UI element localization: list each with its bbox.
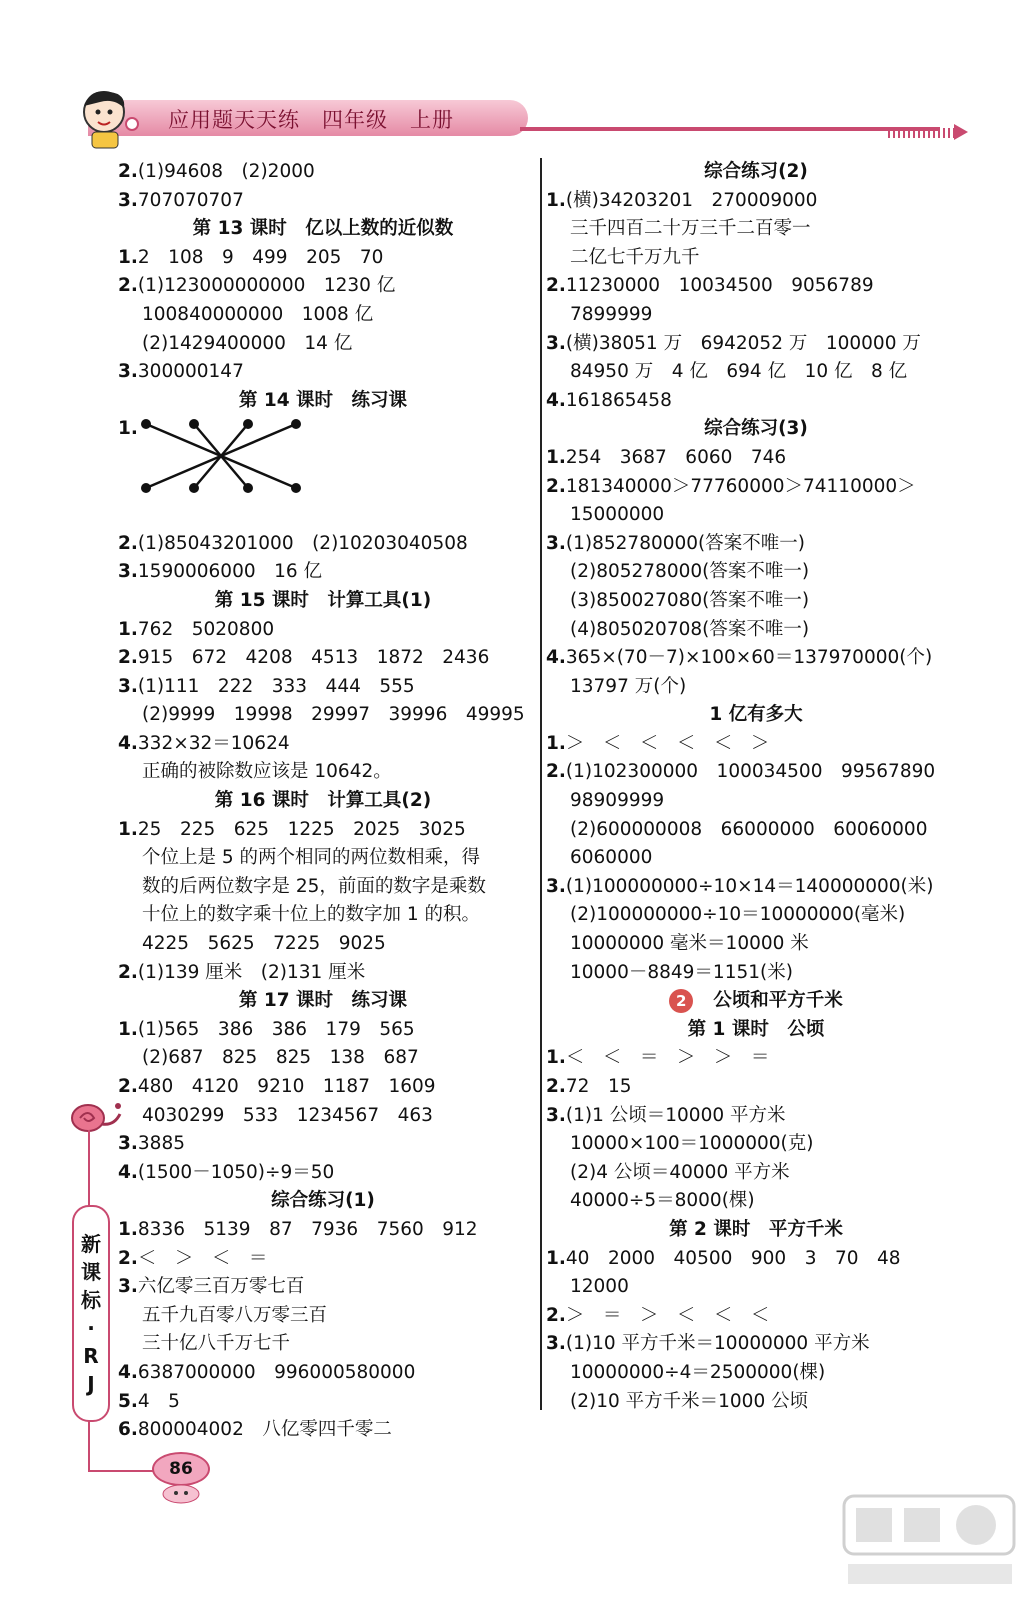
question-number: 2. [546, 475, 566, 497]
question-number: 1. [118, 818, 138, 840]
question-number: 3. [118, 561, 138, 583]
answer-item [546, 644, 966, 673]
answer-item [546, 330, 966, 359]
right-column [546, 158, 966, 1416]
question-number: 3. [118, 1276, 138, 1298]
answer-text: ＞ ＜ ＜ ＜ ＜ ＞ [565, 732, 770, 754]
matching-diagram [138, 416, 318, 496]
question-number: 1. [118, 618, 138, 640]
answer-line: 4225 5625 7225 9025 [142, 933, 386, 955]
answer-line: 十位上的数字乘十位上的数字加 1 的积。 [142, 904, 481, 926]
answer-text: 800004002 八亿零四千零二 [137, 1419, 392, 1441]
answer-line: 40000÷5＝8000(棵) [570, 1190, 755, 1212]
answer-item [546, 444, 966, 473]
answer-line: 10000000÷4＝2500000(棵) [570, 1361, 826, 1383]
question-number: 2. [546, 1304, 566, 1326]
answer-item [118, 1359, 528, 1388]
answer-line: 7899999 [570, 303, 653, 325]
answer-text: (横)38051 万 6942052 万 100000 万 [565, 332, 921, 354]
question-number: 3. [118, 189, 138, 211]
answer-item [118, 158, 528, 187]
answer-item [118, 1216, 528, 1245]
answer-text: 2 108 9 499 205 70 [137, 246, 384, 268]
edition-tab-char: 标 [81, 1287, 101, 1312]
answer-text: 40 2000 40500 900 3 70 48 [565, 1247, 901, 1269]
answer-item [118, 1016, 528, 1045]
answer-line: (2)805278000(答案不唯一) [570, 561, 810, 583]
header-ticks [888, 128, 954, 138]
edition-tab [72, 1205, 110, 1422]
answer-text: ＜ ＜ ＝ ＞ ＞ ＝ [565, 1047, 770, 1069]
answer-item [546, 1102, 966, 1131]
answer-item [546, 272, 966, 301]
answer-item [118, 530, 528, 559]
answer-text: 181340000＞77760000＞74110000＞ [565, 475, 916, 497]
answer-line: 13797 万(个) [570, 675, 687, 697]
answer-item [118, 673, 528, 702]
question-number: 1. [546, 446, 566, 468]
answer-line: 二亿七千万九千 [570, 246, 700, 268]
answer-item [546, 873, 966, 902]
edition-tab-char: J [87, 1371, 95, 1396]
answer-text: 72 15 [565, 1076, 632, 1097]
header-title: 应用题天天练 四年级 上册 [168, 108, 454, 132]
question-number: 2. [118, 161, 138, 182]
unit-title: 公顷和平方千米 [713, 990, 843, 1012]
answer-item [546, 187, 966, 216]
answer-item [546, 1073, 966, 1102]
answer-item [118, 1245, 528, 1274]
question-number: 3. [118, 1133, 138, 1155]
answer-item [546, 387, 966, 416]
answer-item [546, 758, 966, 787]
answer-line: 15000000 [570, 504, 665, 526]
section-heading: 第 15 课时 计算工具(1) [214, 589, 432, 611]
answer-line: 6060000 [570, 847, 653, 869]
answer-item [118, 1273, 528, 1302]
answer-text: (1)1 公顷＝10000 平方米 [565, 1104, 786, 1126]
answer-item [118, 358, 528, 387]
answer-item [118, 730, 528, 759]
question-number: 3. [546, 875, 566, 897]
answer-line: (3)850027080(答案不唯一) [570, 589, 810, 611]
answer-line: 五千九百零八万零三百 [142, 1304, 328, 1326]
section-heading: 1 亿有多大 [709, 704, 803, 726]
section-heading: 综合练习(1) [271, 1190, 375, 1212]
page-number: 86 [152, 1452, 210, 1486]
answer-line: 4030299 533 1234567 463 [142, 1104, 433, 1126]
answer-text: (横)34203201 270009000 [565, 189, 818, 211]
watermark-logo [840, 1490, 1020, 1590]
answer-line: (2)100000000÷10＝10000000(毫米) [570, 904, 906, 926]
answer-item [118, 558, 528, 587]
question-number: 2. [118, 647, 138, 669]
question-number: 2. [546, 761, 566, 783]
arrow-icon [954, 124, 968, 140]
answer-item [118, 244, 528, 273]
question-number: 5. [118, 1390, 138, 1412]
answer-item [546, 1330, 966, 1359]
question-number: 3. [546, 332, 566, 354]
answer-item [118, 644, 528, 673]
answer-text: 480 4120 9210 1187 1609 [137, 1076, 436, 1097]
question-number: 1. [118, 1018, 138, 1040]
question-number: 4. [546, 389, 566, 411]
answer-text: 332×32＝10624 [137, 732, 290, 754]
section-heading: 综合练习(2) [704, 161, 808, 182]
answer-text: 4 5 [137, 1390, 180, 1412]
answer-text: (1)123000000000 1230 亿 [137, 275, 396, 297]
question-number: 1. [546, 1247, 566, 1269]
answer-text: 8336 5139 87 7936 7560 912 [137, 1218, 478, 1240]
answer-line: (4)805020708(答案不唯一) [570, 618, 810, 640]
section-heading: 第 13 课时 亿以上数的近似数 [192, 218, 454, 240]
answer-text: 1590006000 16 亿 [137, 561, 323, 583]
answer-item [118, 1130, 528, 1159]
question-number: 4. [546, 647, 566, 669]
answer-text: (1)85043201000 (2)10203040508 [137, 532, 468, 554]
question-number: 2. [546, 275, 566, 297]
answer-item [546, 1245, 966, 1274]
question-number: 3. [118, 675, 138, 697]
section-heading: 第 14 课时 练习课 [238, 389, 408, 411]
question-number: 2. [118, 275, 138, 297]
answer-line: (2)9999 19998 29997 39996 49995 [142, 704, 525, 726]
question-number: 2. [118, 1247, 138, 1269]
answer-item [546, 1044, 966, 1073]
answer-text: 762 5020800 [137, 618, 275, 640]
answer-line: (2)4 公顷＝40000 平方米 [570, 1161, 790, 1183]
answer-item [118, 616, 528, 645]
answer-text: 254 3687 6060 746 [565, 446, 787, 468]
answer-item [118, 959, 528, 988]
bottom-rule [88, 1470, 158, 1472]
question-number: 2. [118, 961, 138, 983]
answer-line: 三十亿八千万七千 [142, 1333, 291, 1355]
question-number: 4. [118, 732, 138, 754]
edition-tab-char: · [87, 1315, 95, 1340]
question-number: 2. [118, 532, 138, 554]
section-heading: 第 1 课时 公顷 [687, 1018, 825, 1040]
answer-line: (2)687 825 825 138 687 [142, 1047, 419, 1069]
snail-icon [66, 1094, 126, 1134]
answer-text: ＞ ＝ ＞ ＜ ＜ ＜ [565, 1304, 770, 1326]
section-heading: 综合练习(3) [704, 418, 808, 440]
answer-item [118, 816, 528, 845]
answer-text: 3885 [137, 1133, 185, 1155]
edition-tab-char: 课 [81, 1259, 101, 1284]
answer-text: (1)94608 (2)2000 [137, 161, 315, 182]
answer-item [118, 1159, 528, 1188]
question-number: 3. [546, 1104, 566, 1126]
answer-text: (1)565 386 386 179 565 [137, 1018, 415, 1040]
answer-text: (1)139 厘米 (2)131 厘米 [137, 961, 366, 983]
unit-heading [546, 987, 966, 1016]
answer-text: (1)100000000÷10×14＝140000000(米) [565, 875, 934, 897]
question-number: 2. [118, 1076, 138, 1097]
answer-item [546, 1302, 966, 1331]
question-number: 1. [118, 1218, 138, 1240]
answer-text: 300000147 [137, 361, 244, 383]
answer-text: (1)10 平方千米＝10000000 平方米 [565, 1333, 870, 1355]
answer-line: 84950 万 4 亿 694 亿 10 亿 8 亿 [570, 361, 908, 383]
section-heading: 第 16 课时 计算工具(2) [214, 790, 432, 812]
answer-line: (2)1429400000 14 亿 [142, 332, 353, 354]
header-rule [520, 127, 940, 131]
answer-line: 10000－8849＝1151(米) [570, 961, 793, 983]
left-column [118, 158, 528, 1445]
answer-line: 三千四百二十万三千二百零一 [570, 218, 811, 240]
answer-line: 12000 [570, 1276, 629, 1298]
answer-text: (1500－1050)÷9＝50 [137, 1161, 335, 1183]
answer-text: (1)102300000 100034500 99567890 [565, 761, 936, 783]
question-number: 1. [546, 189, 566, 211]
page-mascot-icon [156, 1484, 206, 1508]
answer-line: (2)600000008 66000000 60060000 [570, 818, 928, 840]
answer-text: 25 225 625 1225 2025 3025 [137, 818, 466, 840]
answer-text: 707070707 [137, 189, 244, 211]
answer-text: ＜ ＞ ＜ ＝ [137, 1247, 268, 1269]
answer-item [118, 1416, 528, 1445]
column-divider [540, 158, 542, 1410]
answer-text: 365×(70－7)×100×60＝137970000(个) [565, 647, 933, 669]
answer-text: 6387000000 996000580000 [137, 1361, 416, 1383]
answer-item [118, 272, 528, 301]
answer-item [546, 473, 966, 502]
answer-line: 数的后两位数字是 25，前面的数字是乘数 [142, 875, 486, 897]
answer-line: 10000000 毫米＝10000 米 [570, 933, 809, 955]
section-heading: 第 17 课时 练习课 [238, 990, 408, 1012]
question-number: 1. [546, 1047, 566, 1069]
answer-text: 915 672 4208 4513 1872 2436 [137, 647, 490, 669]
answer-line: 100840000000 1008 亿 [142, 303, 374, 325]
answer-line: 个位上是 5 的两个相同的两位数相乘，得 [142, 847, 481, 869]
answer-line: 10000×100＝1000000(克) [570, 1133, 814, 1155]
question-number: 4. [118, 1161, 138, 1183]
answer-item [546, 730, 966, 759]
answer-text: (1)852780000(答案不唯一) [565, 532, 805, 554]
edition-tab-char: R [83, 1343, 99, 1368]
answer-line: 98909999 [570, 790, 665, 812]
answer-text: 161865458 [565, 389, 672, 411]
question-number: 1. [118, 418, 138, 440]
section-heading: 第 2 课时 平方千米 [669, 1218, 843, 1240]
question-number: 6. [118, 1419, 138, 1441]
spacer-line [118, 501, 528, 530]
answer-item [546, 530, 966, 559]
question-number: 3. [118, 361, 138, 383]
answer-item [118, 187, 528, 216]
answer-item [118, 1388, 528, 1417]
question-number: 1. [118, 246, 138, 268]
answer-text: (1)111 222 333 444 555 [137, 675, 415, 697]
question-number: 2. [546, 1076, 566, 1097]
question-number: 4. [118, 1361, 138, 1383]
question-number: 3. [546, 1333, 566, 1355]
answer-item [118, 1073, 528, 1102]
question-number: 3. [546, 532, 566, 554]
answer-line: (2)10 平方千米＝1000 公顷 [570, 1390, 809, 1412]
question-number: 1. [546, 732, 566, 754]
unit-number-badge: 2 [669, 989, 693, 1013]
answer-text: 11230000 10034500 9056789 [565, 275, 874, 297]
answer-text: 六亿零三百万零七百 [137, 1276, 305, 1298]
edition-tab-char: 新 [81, 1231, 101, 1256]
mascot-icon [70, 84, 150, 150]
answer-line: 正确的被除数应该是 10642。 [142, 761, 392, 783]
